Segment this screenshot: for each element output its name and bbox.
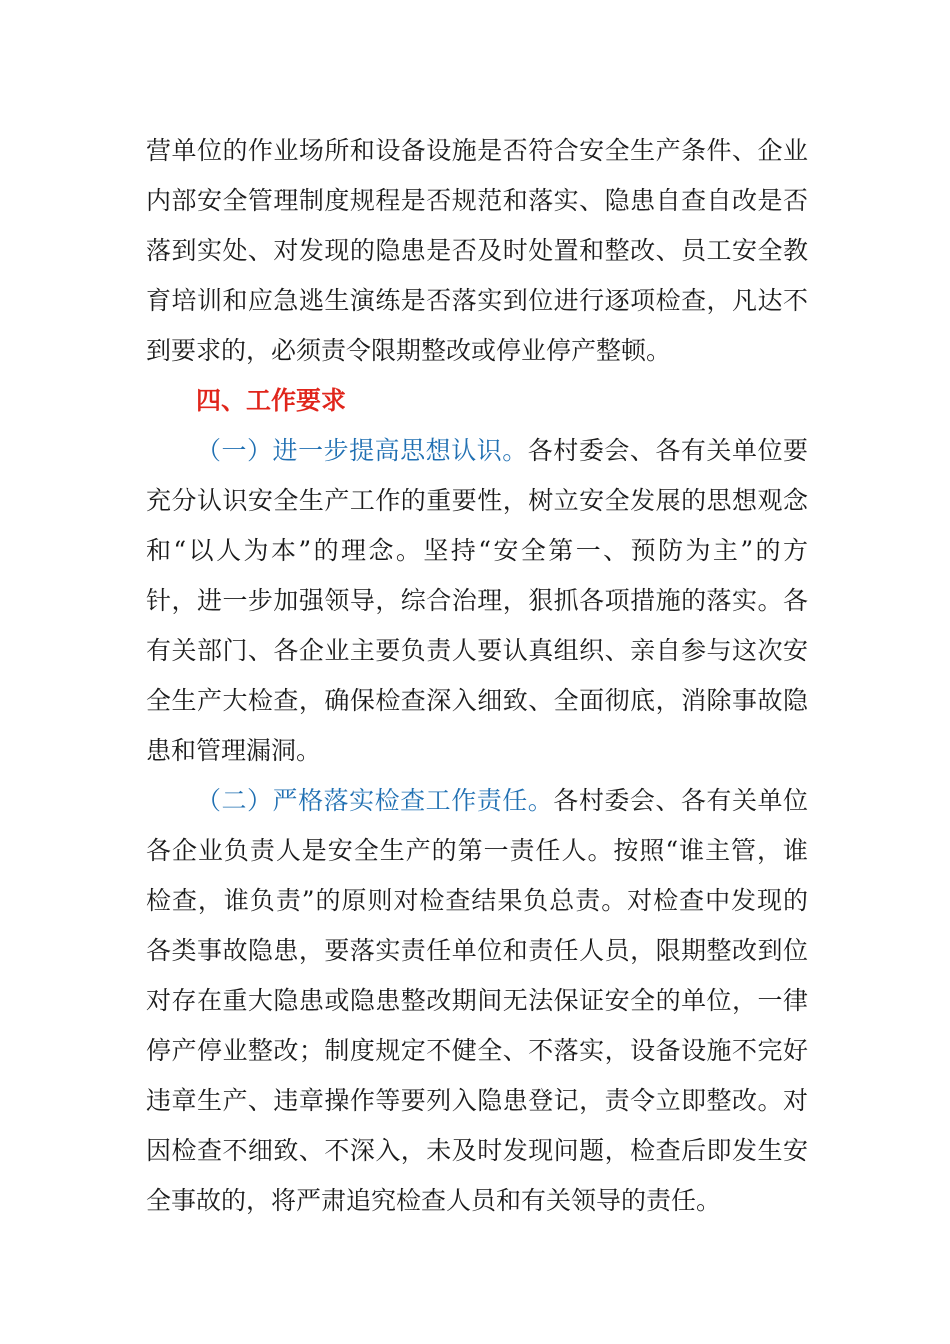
body-line: 育培训和应急逃生演练是否落实到位进行逐项检查，凡达不	[146, 286, 808, 315]
item2-subtitle: （二）严格落实检查工作责任。	[196, 786, 554, 815]
body-line: 针，进一步加强领导，综合治理，狠抓各项措施的落实。各	[146, 586, 808, 615]
document-page	[146, 126, 808, 1226]
body-line: 因检查不细致、不深入，未及时发现问题，检查后即发生安	[146, 1136, 808, 1165]
body-line: 有关部门、各企业主要负责人要认真组织、亲自参与这次安	[146, 636, 808, 665]
section-heading: 四、工作要求	[196, 386, 347, 415]
body-line: 停产停业整改；制度规定不健全、不落实，设备设施不完好	[146, 1036, 808, 1065]
body-line: 充分认识安全生产工作的重要性，树立安全发展的思想观念	[146, 486, 808, 515]
body-line: 全生产大检查，确保检查深入细致、全面彻底，消除事故隐	[146, 686, 808, 715]
item1-subtitle: （一）进一步提高思想认识。	[196, 436, 528, 465]
body-line: 和“以人为本”的理念。坚持“安全第一、预防为主”的方	[146, 536, 808, 565]
body-line: 到要求的，必须责令限期整改或停业停产整顿。	[146, 336, 672, 365]
body-line: 违章生产、违章操作等要列入隐患登记，责令立即整改。对	[146, 1086, 808, 1115]
body-line: 各企业负责人是安全生产的第一责任人。按照“谁主管，谁	[146, 836, 808, 865]
body-line: 营单位的作业场所和设备设施是否符合安全生产条件、企业	[146, 136, 808, 165]
item2-first-line	[146, 776, 808, 826]
body-line: 落到实处、对发现的隐患是否及时处置和整改、员工安全教	[146, 236, 808, 265]
body-line: 各类事故隐患，要落实责任单位和责任人员，限期整改到位	[146, 936, 808, 965]
body-line: 全事故的，将严肃追究检查人员和有关领导的责任。	[146, 1186, 722, 1215]
item1-first-line	[146, 426, 808, 476]
body-line: 检查，谁负责”的原则对检查结果负总责。对检查中发现的	[146, 886, 808, 915]
body-line: 对存在重大隐患或隐患整改期间无法保证安全的单位，一律	[146, 986, 808, 1015]
body-line: 内部安全管理制度规程是否规范和落实、隐患自查自改是否	[146, 186, 808, 215]
item1-first-line-rest: 各村委会、各有关单位要	[527, 436, 808, 465]
item2-first-line-rest: 各村委会、各有关单位	[553, 786, 808, 815]
body-line: 患和管理漏洞。	[146, 736, 322, 765]
